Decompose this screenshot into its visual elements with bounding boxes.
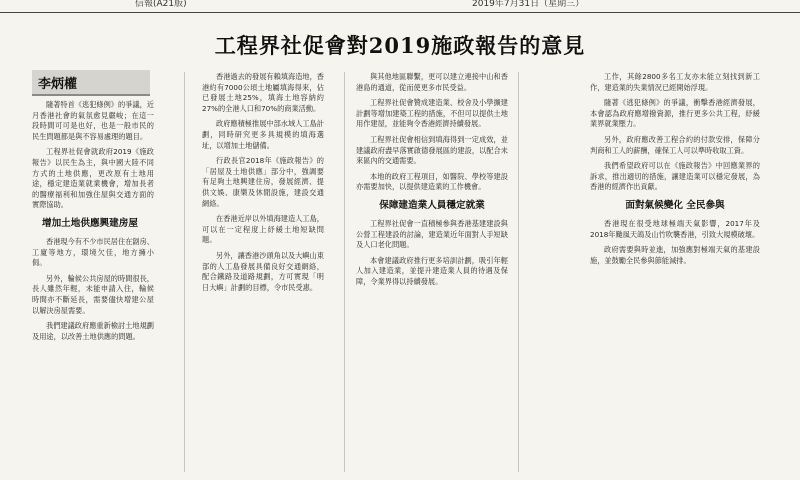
paragraph: 本會建議政府推行更多培訓計劃，吸引年輕人加入建造業，並提升建造業人員的待遇及保障，令業界得以持續發展。: [356, 255, 508, 286]
paragraph: 另外，讓香港沙頭角以及大嶼山東部的人工島發展具備良好交通網絡，配合鐵路及道路規劃，方可實現「明日大嶼」計劃的目標，令市民受惠。: [202, 250, 324, 292]
section-label: 信報(A21版): [135, 0, 187, 9]
paragraph: 工程界社促會就政府2019《施政報告》以民生為主，與中國大陸不同方式的土地供應，更改原有土地用途，穩定建造業就業機會，增加長者的醫療福利和加強住屋與交通方面的實際協助。: [32, 147, 154, 210]
paragraph: 在香港近岸以外填海建造人工島，可以在一定程度上紓緩土地短缺問題。: [202, 214, 324, 245]
issue-date: 2019年7月31日（星期三）: [472, 0, 585, 9]
article-column-1: [32, 100, 154, 347]
paragraph: 行政長官2018年《施政報告》的「居屋及土地供應」部分中，強調要有足夠土地興建住房，發展經濟、提供文娛、康樂及休閒設施，建設交通網絡。: [202, 156, 324, 208]
paragraph: 另外，政府應改善工程合約的付款安排，保障分判商和工人的薪酬，確保工人可以準時收取工資。: [590, 134, 760, 155]
column-divider: [518, 72, 519, 472]
paragraph: 隨著特首《逃犯條例》的爭議，近月香港社會的氣氛愈見嚴峻；在這一段時間可可是也好，也是一般市民的民生問題都是與不容易處理的題目。: [32, 100, 154, 141]
paragraph: 香港現在很受地球極端天氣影響，2017年及2018年颱風天鴿及山竹吹襲香港，引致大規模破壞。: [590, 218, 760, 239]
author-box: [32, 70, 150, 96]
newspaper-header: [0, 0, 800, 12]
column-divider: [344, 72, 345, 472]
paragraph: 隨著《逃犯條例》的爭議，衝擊香港經濟發展，本會認為政府應增撥資源，推行更多公共工程，紓緩業界就業壓力。: [590, 98, 760, 129]
paragraph: 工程界社促會相信到填海得到一定成效，並建議政府盡早落實啟德發展區的建設，以配合未來區內的交通需要。: [356, 134, 508, 166]
article-column-2: [202, 72, 324, 298]
paragraph: 工程界社促會一直積極參與香港基建建設與公營工程建設的討論，建造業近年面對人手短缺及人口老化問題。: [356, 218, 508, 250]
article-column-3: [356, 72, 508, 293]
paragraph: 政府應積極推展中部水域人工島計劃，同時研究更多具規模的填海選址，以增加土地儲備。: [202, 119, 324, 150]
paragraph: 我們建議政府應重新檢討土地規劃及用途，以改善土地供應的問題。: [32, 321, 154, 341]
subheading: 增加土地供應興建房屋: [42, 217, 138, 229]
header-rule: [0, 12, 800, 13]
article-column-4: [590, 72, 760, 271]
paragraph: 與其他地區聯繫，更可以建立連接中山和香港島的通道，從而使更多市民受益。: [356, 72, 508, 92]
subheading: 保障建造業人員穩定就業: [379, 199, 485, 211]
paragraph: 工程界社促會贊成建造業、校舍及小學擴建計劃等增加建築工程的措施，不但可以提供土地用作建屋，並能夠令香港經濟持續發展。: [356, 98, 508, 129]
paragraph: 政府需要與時並進，加強應對極端天氣的基建設施，並鼓勵全民參與節能減排。: [590, 245, 760, 265]
paragraph: 工作，其餘2800多名工友亦未能立刻找到新工作，建造業的失業情況已經開始浮現。: [590, 72, 760, 92]
author-name: 李炳權: [38, 77, 78, 92]
article-headline: 工程界社促會對2019施政報告的意見: [214, 33, 586, 58]
subheading: 面對氣候變化 全民參與: [625, 199, 725, 211]
paragraph: 香港現今有不少市民居住在劏房、工廈等地方，環境欠佳，地方擁小侷。: [32, 236, 154, 268]
column-divider: [184, 72, 185, 472]
paragraph: 香港過去的發展有賴填海造地，香港約有7000公頃土地屬填海得來，佔已發展土地25%，填海土地容納約27%的全港人口和70%的商業活動。: [202, 72, 324, 113]
paragraph: 另外，輪候公共房屋的時間很長，長人雖然年輕，未能申請入住，輪候時間亦不斷延長，需要儘快增建公屋以解決房屋需要。: [32, 273, 154, 315]
paragraph: 我們希望政府可以在《施政報告》中回應業界的訴求，推出適切的措施，讓建造業可以穩定發展，為香港的經濟作出貢獻。: [590, 161, 760, 192]
paragraph: 本地的政府工程項目，如醫院、學校等建設亦需要加快，以提供建造業的工作機會。: [356, 171, 508, 192]
